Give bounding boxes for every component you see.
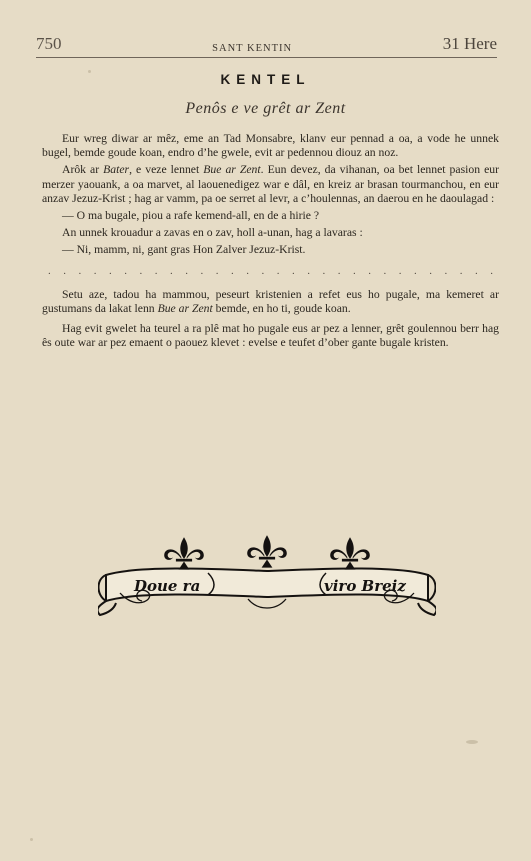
- paragraph-3-text-b: bemde, en ho ti, goude koan.: [212, 302, 351, 316]
- paragraph-3-text-a: Setu aze, tadou ha mammou, peseurt kristenien a refet eus ho pugale, ma kemeret ar gustumans da lakat lenn: [42, 287, 499, 316]
- paragraph-2-text-b: , e veze lennet: [129, 163, 204, 177]
- paper-speck: [88, 70, 91, 73]
- dialogue-line-1: — O ma bugale, piou a rafe kemend-all, en de a hirie ?: [62, 209, 320, 223]
- paragraph-4: Hag evit gwelet ha teurel a ra plê mat ho pugale eus ar pez a lenner, grêt goulennou berr hag ês oute war ar pez emaent o paouez klevet : evelse e teufet d’ober gante bugale kristen.: [42, 322, 499, 350]
- calendar-date: 31 Here: [442, 34, 497, 53]
- banner-text-right: viro Breiz: [324, 577, 406, 595]
- dialogue-line-3: — Ni, mamm, ni, gant gras Hon Zalver Jezuz-Krist.: [62, 243, 306, 257]
- paper-speck: [30, 838, 33, 841]
- body-text: [42, 132, 499, 351]
- paragraph-2-text-c: . Eun devez, da vihanan, oa bet lennet pasion eur merzer yaouank, a oa marvet, al laouenedigez war e dâl, en kreiz ar brasan tourmanchou, en eur anzav Jezuz-Krist ; hag ar vamm, pa oe serret al levr, a c’houlennas, an daerou en he daoulagad :: [42, 163, 499, 205]
- paragraph-3: [42, 288, 499, 316]
- dotted-separator: . . . . . . . . . . . . . . . . . . . . . . . . . . . . . .: [48, 264, 493, 277]
- dialogue-line-2: An unnek krouadur a zavas en o zav, holl a-unan, hag a lavaras :: [62, 226, 363, 240]
- paper-stain: [466, 740, 478, 744]
- page-number: 750: [36, 34, 62, 53]
- banner-text-left: Doue ra: [134, 577, 201, 595]
- paragraph-2-text-a: Arôk ar: [62, 163, 104, 177]
- paragraph-2-italic-b: Bue ar Zent: [203, 163, 261, 177]
- paragraph-1: Eur wreg diwar ar mêz, eme an Tad Monsabre, klanv eur pennad a oa, a vode he unnek bugel, bemde goude koan, endro d’he gwele, evit ar pedennou diouz an noz.: [42, 132, 499, 160]
- paragraph-2-italic-a: Bater: [103, 163, 130, 177]
- paragraph-3-italic: Bue ar Zent: [157, 302, 213, 316]
- ornament-banner: [98, 535, 436, 623]
- running-title: SANT KENTIN: [212, 43, 293, 54]
- paragraph-2: [42, 163, 499, 206]
- page-header: [36, 32, 497, 58]
- section-title: KENTEL: [220, 72, 311, 87]
- section-subtitle: Penôs e ve grêt ar Zent: [185, 100, 346, 117]
